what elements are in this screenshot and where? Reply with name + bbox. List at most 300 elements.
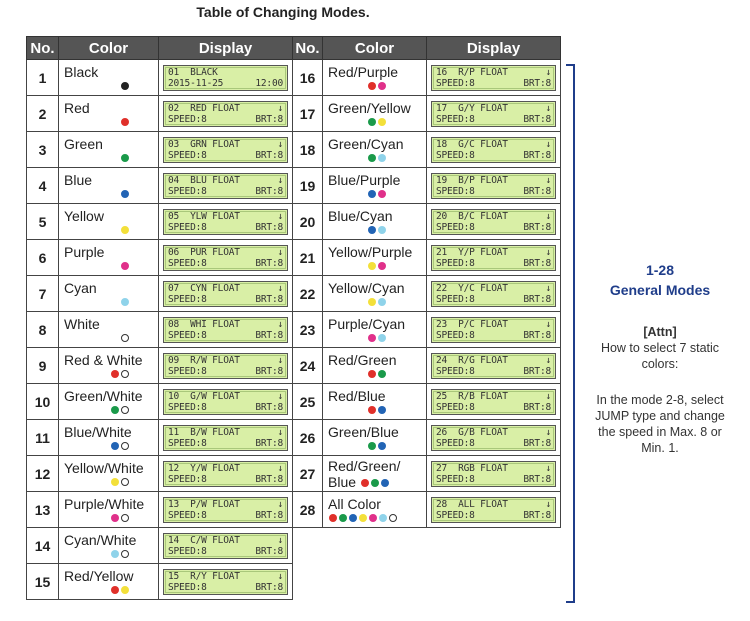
color-cell <box>59 348 159 384</box>
color-dots <box>328 514 426 522</box>
color-name: Yellow/White <box>64 460 144 477</box>
modes-table-right <box>292 36 561 528</box>
color-name: Green/Yellow <box>328 100 411 117</box>
color-name: Purple <box>64 244 105 261</box>
lcd-arrow-icon: ↓ <box>545 390 551 402</box>
color-name: Blue/Purple <box>328 172 401 189</box>
table-row <box>27 168 293 204</box>
color-dots <box>64 226 158 234</box>
lcd-line-2 <box>436 294 551 306</box>
lcd-display <box>431 209 556 235</box>
lcd-line-1 <box>168 175 283 187</box>
color-dots <box>64 586 158 594</box>
cyan-dot-icon <box>378 334 386 342</box>
color-cell <box>323 204 427 240</box>
lcd-arrow-icon: ↓ <box>277 174 283 186</box>
lcd-line-2 <box>168 222 283 234</box>
lcd-mode-text: 20 B/C FLOAT <box>436 210 508 222</box>
black-dot-icon <box>121 82 129 90</box>
mode-number: 8 <box>27 312 59 348</box>
color-name: Cyan/White <box>64 532 137 549</box>
color-dots <box>328 154 426 162</box>
lcd-display <box>431 353 556 379</box>
mode-number: 13 <box>27 492 59 528</box>
blue-dot-icon <box>381 479 389 487</box>
lcd-display <box>163 389 288 415</box>
lcd-line-2 <box>168 330 283 342</box>
color-dots <box>64 154 158 162</box>
color-cell <box>59 312 159 348</box>
color-name: Green/White <box>64 388 143 405</box>
lcd-speed-text: SPEED:8 <box>168 366 207 377</box>
lcd-line-1 <box>168 355 283 367</box>
color-name: Red/Purple <box>328 64 399 81</box>
lcd-display <box>163 281 288 307</box>
red-dot-icon <box>361 479 369 487</box>
color-dots <box>360 478 390 487</box>
lcd-brightness-text: BRT:8 <box>523 438 551 449</box>
lcd-mode-text: 15 R/Y FLOAT <box>168 570 240 582</box>
lcd-arrow-icon: ↓ <box>277 318 283 330</box>
lcd-mode-text: 04 BLU FLOAT <box>168 174 240 186</box>
table-row <box>293 348 561 384</box>
color-name: Blue/White <box>64 424 132 441</box>
lcd-speed-text: SPEED:8 <box>168 510 207 521</box>
lcd-arrow-icon: ↓ <box>277 138 283 150</box>
lcd-line-2 <box>168 546 283 558</box>
red-dot-icon <box>329 514 337 522</box>
lcd-display <box>163 101 288 127</box>
lcd-line-1 <box>168 211 283 223</box>
color-cell <box>59 60 159 96</box>
display-cell <box>427 420 561 456</box>
lcd-display <box>163 245 288 271</box>
white-dot-icon <box>121 370 129 378</box>
display-cell <box>159 168 293 204</box>
lcd-arrow-icon: ↓ <box>545 246 551 258</box>
lcd-line-1 <box>436 427 551 439</box>
table-row <box>27 420 293 456</box>
white-dot-icon <box>121 334 129 342</box>
lcd-line-1 <box>168 67 283 79</box>
color-cell <box>323 60 427 96</box>
note-line: Min. 1. <box>641 441 679 455</box>
lcd-display <box>431 497 556 523</box>
lcd-mode-text: 17 G/Y FLOAT <box>436 102 508 114</box>
color-name: Yellow/Cyan <box>328 280 405 297</box>
lcd-line-2 <box>168 474 283 486</box>
mode-number: 12 <box>27 456 59 492</box>
color-cell <box>323 276 427 312</box>
lcd-speed-text: SPEED:8 <box>436 186 475 197</box>
lcd-line-1 <box>436 247 551 259</box>
display-cell <box>159 528 293 564</box>
lcd-line-1 <box>436 139 551 151</box>
display-cell <box>427 492 561 528</box>
display-cell <box>159 312 293 348</box>
lcd-line-2 <box>436 474 551 486</box>
note-line: JUMP type and change <box>595 409 725 423</box>
lcd-speed-text: SPEED:8 <box>436 330 475 341</box>
color-dots <box>328 442 426 450</box>
lcd-mode-text: 23 P/C FLOAT <box>436 318 508 330</box>
attn-line: How to select 7 static <box>600 341 720 355</box>
purple-dot-icon <box>378 82 386 90</box>
white-dot-icon <box>389 514 397 522</box>
table-row <box>293 276 561 312</box>
lcd-arrow-icon: ↓ <box>545 210 551 222</box>
lcd-mode-text: 27 RGB FLOAT <box>436 462 508 474</box>
display-cell <box>159 420 293 456</box>
color-name: Red/Green/ <box>328 457 401 474</box>
lcd-speed-text: SPEED:8 <box>168 186 207 197</box>
lcd-line-1 <box>436 103 551 115</box>
lcd-arrow-icon: ↓ <box>545 102 551 114</box>
display-cell <box>159 132 293 168</box>
color-dots <box>328 190 426 198</box>
blue-dot-icon <box>368 190 376 198</box>
lcd-brightness-text: BRT:8 <box>255 546 283 557</box>
color-dots <box>64 478 158 486</box>
blue-dot-icon <box>121 190 129 198</box>
display-cell <box>427 276 561 312</box>
lcd-display <box>163 533 288 559</box>
color-cell <box>323 132 427 168</box>
lcd-display <box>163 497 288 523</box>
header-color: Color <box>59 37 159 60</box>
mode-number: 28 <box>293 492 323 528</box>
color-dots <box>64 82 158 90</box>
lcd-line-2 <box>168 258 283 270</box>
table-row <box>27 348 293 384</box>
lcd-mode-text: 16 R/P FLOAT <box>436 66 508 78</box>
lcd-display <box>431 245 556 271</box>
lcd-speed-text: SPEED:8 <box>168 546 207 557</box>
color-name: Cyan <box>64 280 97 297</box>
mode-number: 15 <box>27 564 59 600</box>
attn-note <box>580 324 740 372</box>
cyan-dot-icon <box>121 298 129 306</box>
lcd-display <box>431 65 556 91</box>
lcd-brightness-text: 12:00 <box>255 78 283 89</box>
lcd-arrow-icon: ↓ <box>277 534 283 546</box>
lcd-mode-text: 22 Y/C FLOAT <box>436 282 508 294</box>
lcd-line-2 <box>436 438 551 450</box>
lcd-brightness-text: BRT:8 <box>255 582 283 593</box>
lcd-arrow-icon: ↓ <box>545 354 551 366</box>
blue-dot-icon <box>111 442 119 450</box>
color-cell <box>323 168 427 204</box>
color-name: Red/Green <box>328 352 397 369</box>
lcd-display <box>431 281 556 307</box>
color-cell <box>59 528 159 564</box>
color-name: Green/Cyan <box>328 136 404 153</box>
color-cell <box>323 456 427 492</box>
red-dot-icon <box>111 586 119 594</box>
lcd-display <box>163 173 288 199</box>
lcd-brightness-text: BRT:8 <box>523 402 551 413</box>
table-row <box>293 492 561 528</box>
attn-title: [Attn] <box>643 325 677 339</box>
green-dot-icon <box>368 154 376 162</box>
lcd-line-2 <box>436 330 551 342</box>
lcd-mode-text: 01 BLACK <box>168 66 218 78</box>
bracket <box>566 64 575 603</box>
display-cell <box>427 312 561 348</box>
green-dot-icon <box>368 442 376 450</box>
purple-dot-icon <box>378 190 386 198</box>
mode-number: 22 <box>293 276 323 312</box>
lcd-arrow-icon: ↓ <box>277 426 283 438</box>
lcd-mode-text: 24 R/G FLOAT <box>436 354 508 366</box>
lcd-speed-text: SPEED:8 <box>168 294 207 305</box>
color-name: Purple/White <box>64 496 145 513</box>
lcd-display <box>163 461 288 487</box>
lcd-arrow-icon: ↓ <box>545 66 551 78</box>
lcd-brightness-text: BRT:8 <box>523 114 551 125</box>
lcd-arrow-icon: ↓ <box>277 210 283 222</box>
color-name: All Color <box>328 496 381 513</box>
mode-number: 1 <box>27 60 59 96</box>
mode-number: 23 <box>293 312 323 348</box>
color-cell <box>59 276 159 312</box>
lcd-speed-text: SPEED:8 <box>168 150 207 161</box>
lcd-display <box>431 317 556 343</box>
lcd-line-2 <box>168 78 283 90</box>
lcd-mode-text: 21 Y/P FLOAT <box>436 246 508 258</box>
lcd-brightness-text: BRT:8 <box>255 510 283 521</box>
color-cell <box>323 348 427 384</box>
color-dots <box>328 334 426 342</box>
mode-number: 24 <box>293 348 323 384</box>
jump-note <box>580 392 740 456</box>
display-cell <box>427 204 561 240</box>
color-name: Red/Blue <box>328 388 386 405</box>
table-row <box>27 312 293 348</box>
lcd-line-1 <box>168 319 283 331</box>
lcd-mode-text: 19 B/P FLOAT <box>436 174 508 186</box>
color-dots <box>328 118 426 126</box>
lcd-brightness-text: BRT:8 <box>523 150 551 161</box>
header-display: Display <box>427 37 561 60</box>
mode-number: 16 <box>293 60 323 96</box>
color-cell <box>59 456 159 492</box>
color-name: Green <box>64 136 103 153</box>
lcd-speed-text: 2015-11-25 <box>168 78 224 89</box>
purple-dot-icon <box>121 262 129 270</box>
lcd-line-1 <box>168 283 283 295</box>
lcd-line-1 <box>168 139 283 151</box>
green-dot-icon <box>111 406 119 414</box>
lcd-line-2 <box>168 438 283 450</box>
yellow-dot-icon <box>368 262 376 270</box>
lcd-display <box>431 461 556 487</box>
lcd-line-2 <box>436 78 551 90</box>
purple-dot-icon <box>368 334 376 342</box>
lcd-arrow-icon: ↓ <box>545 174 551 186</box>
lcd-line-2 <box>168 510 283 522</box>
mode-number: 9 <box>27 348 59 384</box>
yellow-dot-icon <box>368 298 376 306</box>
color-cell <box>323 240 427 276</box>
display-cell <box>427 240 561 276</box>
lcd-line-1 <box>168 103 283 115</box>
mode-number: 11 <box>27 420 59 456</box>
lcd-arrow-icon: ↓ <box>545 318 551 330</box>
lcd-line-1 <box>168 499 283 511</box>
cyan-dot-icon <box>379 514 387 522</box>
lcd-display <box>163 353 288 379</box>
green-dot-icon <box>368 118 376 126</box>
lcd-brightness-text: BRT:8 <box>255 438 283 449</box>
table-row <box>293 60 561 96</box>
display-cell <box>159 564 293 600</box>
color-name: Red/Yellow <box>64 568 134 585</box>
lcd-line-1 <box>436 67 551 79</box>
color-dots <box>64 514 158 522</box>
table-row <box>293 240 561 276</box>
lcd-line-2 <box>168 402 283 414</box>
color-dots <box>328 262 426 270</box>
lcd-mode-text: 09 R/W FLOAT <box>168 354 240 366</box>
lcd-arrow-icon: ↓ <box>545 282 551 294</box>
lcd-speed-text: SPEED:8 <box>168 114 207 125</box>
display-cell <box>159 276 293 312</box>
color-dots <box>328 370 426 378</box>
header-display: Display <box>159 37 293 60</box>
color-name: Green/Blue <box>328 424 399 441</box>
lcd-mode-text: 13 P/W FLOAT <box>168 498 240 510</box>
lcd-speed-text: SPEED:8 <box>436 114 475 125</box>
note-line: In the mode 2-8, select <box>596 393 724 407</box>
lcd-line-1 <box>168 571 283 583</box>
display-cell <box>427 96 561 132</box>
yellow-dot-icon <box>121 226 129 234</box>
green-dot-icon <box>339 514 347 522</box>
yellow-dot-icon <box>378 118 386 126</box>
lcd-mode-text: 25 R/B FLOAT <box>436 390 508 402</box>
lcd-brightness-text: BRT:8 <box>523 366 551 377</box>
lcd-brightness-text: BRT:8 <box>523 222 551 233</box>
red-dot-icon <box>111 370 119 378</box>
color-name: Yellow/Purple <box>328 244 413 261</box>
lcd-line-1 <box>436 211 551 223</box>
table-row <box>293 204 561 240</box>
color-name: Yellow <box>64 208 104 225</box>
color-dots <box>64 118 158 126</box>
blue-dot-icon <box>349 514 357 522</box>
header-no: No. <box>293 37 323 60</box>
color-name-line2 <box>328 474 426 490</box>
lcd-speed-text: SPEED:8 <box>168 474 207 485</box>
lcd-speed-text: SPEED:8 <box>436 78 475 89</box>
purple-dot-icon <box>369 514 377 522</box>
mode-number: 19 <box>293 168 323 204</box>
lcd-brightness-text: BRT:8 <box>255 186 283 197</box>
white-dot-icon <box>121 406 129 414</box>
display-cell <box>427 348 561 384</box>
display-cell <box>427 384 561 420</box>
lcd-arrow-icon: ↓ <box>545 498 551 510</box>
blue-dot-icon <box>368 226 376 234</box>
lcd-arrow-icon: ↓ <box>277 570 283 582</box>
cyan-dot-icon <box>111 550 119 558</box>
lcd-speed-text: SPEED:8 <box>436 150 475 161</box>
lcd-speed-text: SPEED:8 <box>436 258 475 269</box>
lcd-mode-text: 06 PUR FLOAT <box>168 246 240 258</box>
display-cell <box>159 204 293 240</box>
lcd-display <box>163 209 288 235</box>
lcd-arrow-icon: ↓ <box>277 282 283 294</box>
table-row <box>293 456 561 492</box>
green-dot-icon <box>121 154 129 162</box>
lcd-line-1 <box>436 175 551 187</box>
table-row <box>27 240 293 276</box>
table-row <box>27 456 293 492</box>
blue-dot-icon <box>378 406 386 414</box>
lcd-arrow-icon: ↓ <box>545 426 551 438</box>
color-dots <box>64 406 158 414</box>
green-dot-icon <box>378 370 386 378</box>
lcd-arrow-icon: ↓ <box>277 462 283 474</box>
yellow-dot-icon <box>359 514 367 522</box>
lcd-brightness-text: BRT:8 <box>255 330 283 341</box>
lcd-brightness-text: BRT:8 <box>255 402 283 413</box>
table-row <box>27 204 293 240</box>
lcd-speed-text: SPEED:8 <box>436 402 475 413</box>
color-dots <box>64 550 158 558</box>
lcd-display <box>163 137 288 163</box>
table-row <box>27 276 293 312</box>
color-cell <box>59 96 159 132</box>
display-cell <box>159 492 293 528</box>
mode-number: 10 <box>27 384 59 420</box>
lcd-arrow-icon: ↓ <box>277 354 283 366</box>
table-row <box>293 168 561 204</box>
display-cell <box>427 168 561 204</box>
lcd-line-2 <box>436 222 551 234</box>
lcd-arrow-icon: ↓ <box>277 102 283 114</box>
color-dots <box>328 82 426 90</box>
table-row <box>293 384 561 420</box>
display-cell <box>159 384 293 420</box>
color-name: Black <box>64 64 99 81</box>
lcd-brightness-text: BRT:8 <box>255 150 283 161</box>
lcd-brightness-text: BRT:8 <box>523 294 551 305</box>
table-row <box>293 312 561 348</box>
color-cell <box>323 492 427 528</box>
mode-number: 4 <box>27 168 59 204</box>
cyan-dot-icon <box>378 226 386 234</box>
mode-number: 18 <box>293 132 323 168</box>
color-cell <box>59 420 159 456</box>
color-cell <box>59 240 159 276</box>
color-cell <box>323 312 427 348</box>
white-dot-icon <box>121 514 129 522</box>
display-cell <box>427 132 561 168</box>
lcd-line-2 <box>436 510 551 522</box>
table-row <box>27 60 293 96</box>
lcd-speed-text: SPEED:8 <box>436 510 475 521</box>
lcd-brightness-text: BRT:8 <box>255 258 283 269</box>
lcd-line-1 <box>168 535 283 547</box>
general-modes-heading <box>580 260 740 300</box>
lcd-line-1 <box>436 283 551 295</box>
color-name-cont: Blue <box>328 473 357 490</box>
lcd-brightness-text: BRT:8 <box>523 78 551 89</box>
white-dot-icon <box>121 442 129 450</box>
display-cell <box>159 456 293 492</box>
